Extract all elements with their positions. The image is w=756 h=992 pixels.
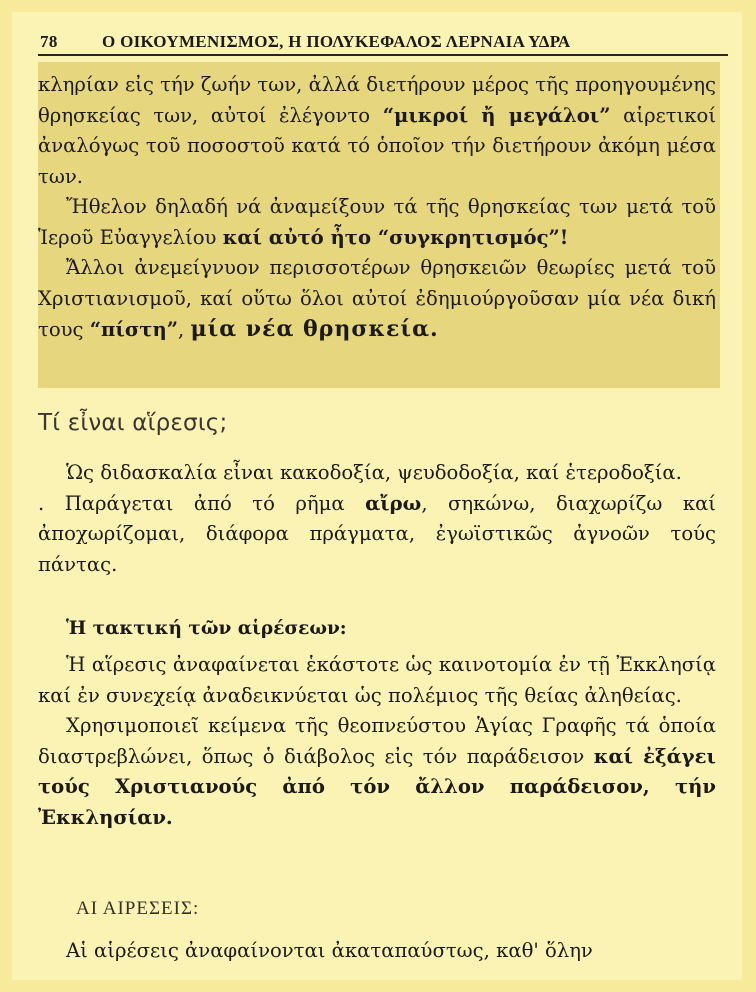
passage-emphasis: μία νέα θρησκεία. [190,316,439,342]
passage-emphasis: “μικροί ἤ μεγάλοι” [382,103,611,127]
passage-paragraph [38,192,716,253]
body-paragraph: Ἡ αἵρεσις ἀναφαίνεται ἑκάστοτε ὡς καινοτομία ἐν τῇ Ἐκκλησίᾳ καί ἐν συνεχείᾳ ἀναδεικνύεται ὡς πολέμιος τῆς θείας ἀληθείας. [38,653,716,707]
section-heading-heresies: ΑΙ ΑΙΡΕΣΕΙΣ: [76,898,200,919]
body-paragraph: Αἱ αἱρέσεις ἀναφαίνονται ἀκαταπαύστως, καθ' ὅλην [66,939,593,962]
body-paragraph [38,489,716,581]
passage-paragraph [38,70,716,192]
passage-text: Ἤθελον δηλαδή νά ἀναμείξουν τά τῆς θρησκείας των μετά τοῦ Ἱεροῦ Εὐαγγελίου [38,195,716,249]
running-title: Ο ΟΙΚΟΥΜΕΝΙΣΜΟΣ, Η ΠΟΛΥΚΕΦΑΛΟΣ ΛΕΡΝΑΙΑ ΥΔΡΑ [102,32,571,51]
highlighted-passage [38,70,716,346]
passage-paragraph [38,253,716,346]
body-paragraph: Ὡς διδασκαλία εἶναι κακοδοξία, ψευδοδοξία, καί ἑτεροδοξία. [66,461,682,484]
page-number: 78 [40,32,58,51]
body-emphasis: καί ἐξάγει τούς Χριστιανούς ἀπό τόν ἄλλον παράδεισον, τήν Ἐκκλησίαν. [38,744,716,829]
section-heresy-body [38,458,716,580]
passage-emphasis: “πίστη” [89,318,178,341]
body-text: , σηκώνω, διαχωρίζω καί ἀποχωρίζομαι, διάφορα πράγματα, ἐγωϊστικῶς ἀγνοῶν τούς πάντας. [38,491,716,576]
body-text: Χρησιμοποιεῖ κείμενα τῆς θεοπνεύστου Ἁγίας Γραφῆς τά ὁποία διαστρεβλώνει, ὅπως ὁ διάβολος εἰς τόν παράδεισον [38,714,716,768]
passage-text: αἱρετικοί ἀναλόγως τοῦ ποσοστοῦ κατά τό ὁποῖον τήν διετήρουν ἀκόμη μέσα των. [38,103,717,188]
body-emphasis: αἴρω [365,491,422,515]
header-rule [38,54,728,56]
passage-emphasis: καί αὐτό ἦτο “συγκρητισμός”! [222,225,569,249]
section-heresies-body [38,936,716,967]
passage-text: κληρίαν εἰς τήν ζωήν των, ἀλλά διετήρουν μέρος τῆς προηγουμένης θρησκείας των, αὐτοί ἐλέγοντο [38,73,716,127]
body-paragraph [38,711,716,833]
body-text: . Παράγεται ἀπό τό ρῆμα [38,491,366,515]
section-heading-heresy: Τί εἶναι αἵρεσις; [38,410,228,436]
passage-text: Ἄλλοι ἀνεμείγνυον περισσοτέρων θρησκειῶν θεωρίες μετά τοῦ Χριστιανισμοῦ, καί οὕτω ὅλοι αὐτοί ἐδημιούργοῦσαν μία νέα δική τους [38,256,716,341]
section-tactic-body [38,650,716,833]
section-heading-tactic: Ἡ τακτική τῶν αἱρέσεων: [66,618,347,639]
passage-text: , [178,318,191,341]
